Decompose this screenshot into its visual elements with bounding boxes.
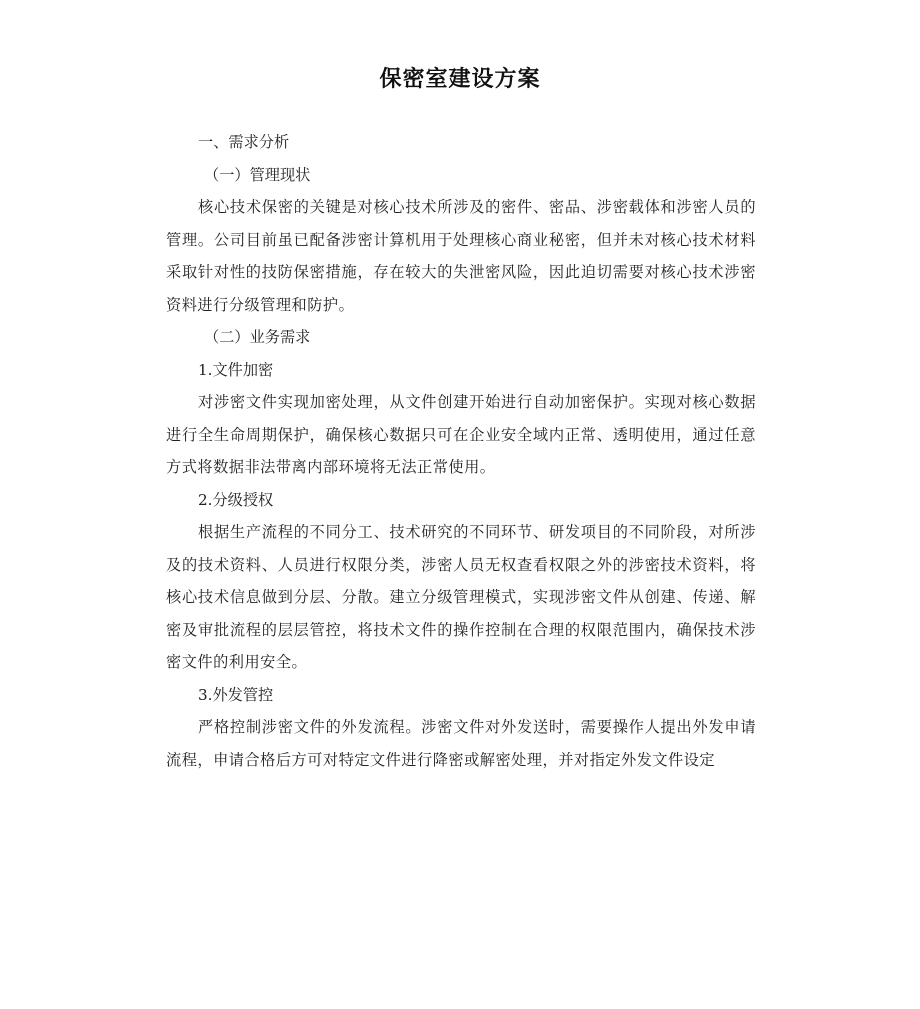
subsection-heading-business-needs: （二）业务需求 [204, 328, 311, 346]
item-heading-outbound-control: 3.外发管控 [198, 685, 274, 704]
section-heading-requirements: 一、需求分析 [198, 133, 290, 151]
document-title: 保密室建设方案 [379, 67, 541, 92]
paragraph-file-encryption: 对涉密文件实现加密处理，从文件创建开始进行自动加密保护。实现对核心数据进行全生命周期保护，确保核心数据只可在企业安全域内正常、透明使用，通过任意方式将数据非法带离内部环境将无法正常使用。 [166, 393, 756, 476]
subsection-heading-current-status: （一）管理现状 [204, 165, 311, 184]
paragraph-tiered-authorization: 根据生产流程的不同分工、技术研究的不同环节、研发项目的不同阶段，对所涉及的技术资料、人员进行权限分类，涉密人员无权查看权限之外的涉密技术资料，将核心技术信息做到分层、分散。建立分级管理模式，实现涉密文件从创建、传递、解密及审批流程的层层管控，将技术文件的操作控制在合理的权限范围内，确保技术涉密文件的利用安全。 [166, 523, 756, 671]
item-heading-file-encryption: 1.文件加密 [198, 360, 274, 379]
item-heading-tiered-authorization: 2.分级授权 [198, 490, 274, 509]
paragraph-outbound-control: 严格控制涉密文件的外发流程。涉密文件对外发送时，需要操作人提出外发申请流程，申请合格后方可对特定文件进行降密或解密处理，并对指定外发文件设定 [166, 718, 756, 769]
document-body [166, 126, 756, 776]
paragraph-current-status: 核心技术保密的关键是对核心技术所涉及的密件、密品、涉密载体和涉密人员的管理。公司目前虽已配备涉密计算机用于处理核心商业秘密，但并未对核心技术材料采取针对性的技防保密措施，存在较大的失泄密风险，因此迫切需要对核心技术涉密资料进行分级管理和防护。 [166, 198, 756, 314]
